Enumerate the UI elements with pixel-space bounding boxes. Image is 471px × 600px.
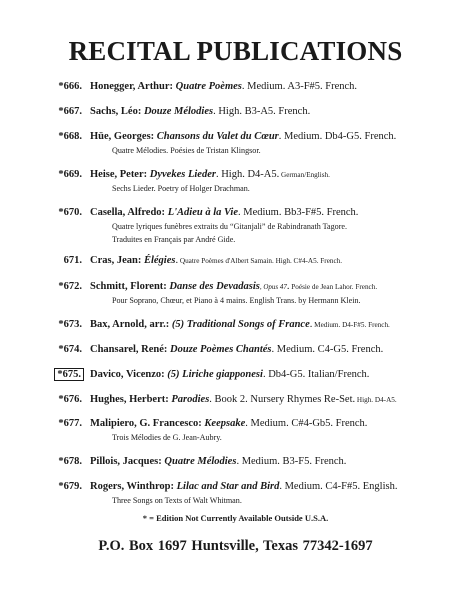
opus-number: , Opus 47 — [259, 283, 287, 291]
entry-line — [90, 344, 383, 355]
composer-name: Honegger, Arthur: — [90, 81, 174, 92]
catalog-number: *669. — [58, 169, 82, 180]
work-title: Quatre Poèmes — [175, 81, 242, 92]
work-details: . — [286, 281, 290, 292]
composer-name: Malipiero, G. Francesco: — [90, 418, 202, 429]
composer-name: Pillois, Jacques: — [90, 456, 162, 467]
work-details: . High. B3-A5. French. — [213, 106, 311, 117]
catalog-number: *677. — [58, 418, 82, 429]
work-details-small: Poésie de Jean Lahor. French. — [289, 283, 378, 291]
entry-line — [90, 81, 357, 92]
work-details: . Medium. Db4-G5. French. — [278, 131, 397, 142]
work-details: . — [175, 255, 179, 266]
work-title: L'Adieu à la Vie — [167, 207, 238, 218]
work-title: (5) Liriche giapponesi — [167, 369, 263, 380]
entry-line — [90, 281, 377, 292]
catalog-number: *673. — [58, 319, 82, 330]
work-title: Dyvekes Lieder — [149, 169, 216, 180]
catalog-number: *674. — [58, 344, 82, 355]
entry-line — [90, 319, 390, 330]
composer-name: Heise, Peter: — [90, 169, 148, 180]
entry-subtitle: Pour Soprano, Chœur, et Piano à 4 mains. English Trans. by Hermann Klein. — [112, 296, 361, 305]
entry-line — [90, 131, 396, 142]
work-details: . Db4-G5. Italian/French. — [262, 369, 370, 380]
entry-subtitle-2: Traduites en Français par André Gide. — [112, 235, 236, 244]
work-details: . — [309, 319, 313, 330]
work-details: . High. D4-A5. — [215, 169, 280, 180]
work-details-small: High. D4-A5. — [355, 396, 397, 404]
catalog-number: *676. — [58, 394, 82, 405]
composer-name: Rogers, Winthrop: — [90, 481, 175, 492]
entry-line — [90, 456, 346, 467]
composer-name: Bax, Arnold, arr.: — [90, 319, 170, 330]
catalog-number: *678. — [58, 456, 82, 467]
work-title: Douze Mélodies — [143, 106, 214, 117]
work-details: . Medium. A3-F#5. French. — [241, 81, 358, 92]
work-details-small: German/English. — [279, 171, 330, 179]
work-details-small: Quatre Poèmes d'Albert Samain. High. C#4-A5. French. — [178, 257, 343, 265]
work-title: Danse des Devadasis — [169, 281, 260, 292]
work-details: . Medium. C4-G5. French. — [271, 344, 384, 355]
work-title: Lilac and Star and Bird — [176, 481, 280, 492]
entry-subtitle: Quatre Mélodies. Poésies de Tristan Klingsor. — [112, 146, 261, 155]
entry-line — [90, 418, 367, 429]
composer-name: Cras, Jean: — [90, 255, 142, 266]
composer-name: Casella, Alfredo: — [90, 207, 166, 218]
catalog-number: *672. — [58, 281, 82, 292]
work-title: Quatre Mélodies — [164, 456, 237, 467]
entry-line — [90, 369, 369, 380]
entry-subtitle: Sechs Lieder. Poetry of Holger Drachman. — [112, 184, 250, 193]
mailing-address: P.O. Box 1697 Huntsville, Texas 77342-1697 — [98, 538, 373, 554]
composer-name: Hughes, Herbert: — [90, 394, 169, 405]
composer-name: Sachs, Léo: — [90, 106, 142, 117]
work-details: . Medium. B3-F5. French. — [236, 456, 347, 467]
entry-line — [90, 207, 358, 218]
footnote: * = Edition Not Currently Available Outside U.S.A. — [142, 513, 329, 523]
work-details: . Book 2. Nursery Rhymes Re-Set. — [209, 394, 356, 405]
entry-subtitle: Trois Mélodies de G. Jean-Aubry. — [112, 433, 222, 442]
work-title: Douze Poèmes Chantés — [170, 344, 272, 355]
entry-line — [90, 169, 330, 180]
work-title: Parodies — [171, 394, 210, 405]
entry-line — [90, 255, 342, 266]
catalog-number-boxed: *675. — [54, 368, 84, 381]
catalog-number: *667. — [58, 106, 82, 117]
catalog-number: *670. — [58, 207, 82, 218]
catalog-number: *666. — [58, 81, 82, 92]
catalog-number: *668. — [58, 131, 82, 142]
entry-line — [90, 106, 310, 117]
composer-name: Schmitt, Florent: — [90, 281, 167, 292]
work-details: . Medium. Bb3-F#5. French. — [237, 207, 359, 218]
work-title: (5) Traditional Songs of France — [171, 319, 310, 330]
entry-subtitle: Three Songs on Texts of Walt Whitman. — [112, 496, 242, 505]
entry-line — [90, 481, 397, 492]
work-details: . Medium. C#4-Gb5. French. — [245, 418, 368, 429]
work-details-small: Medium. D4-F#5. French. — [312, 321, 390, 329]
composer-name: Davico, Vicenzo: — [90, 369, 165, 380]
entry-subtitle: Quatre lyriques funèbres extraits du “Gitanjali” de Rabindranath Tagore. — [112, 222, 348, 231]
page-title: RECITAL PUBLICATIONS — [68, 36, 403, 66]
work-details: . Medium. C4-F#5. English. — [279, 481, 398, 492]
entry-line — [90, 394, 397, 405]
catalog-number: *679. — [58, 481, 82, 492]
composer-name: Hüe, Georges: — [90, 131, 155, 142]
work-title: Keepsake — [204, 418, 246, 429]
work-title: Chansons du Valet du Cœur — [156, 131, 279, 142]
composer-name: Chansarel, René: — [90, 344, 168, 355]
work-title: Élégies — [143, 255, 176, 266]
catalog-number: 671. — [63, 255, 82, 266]
